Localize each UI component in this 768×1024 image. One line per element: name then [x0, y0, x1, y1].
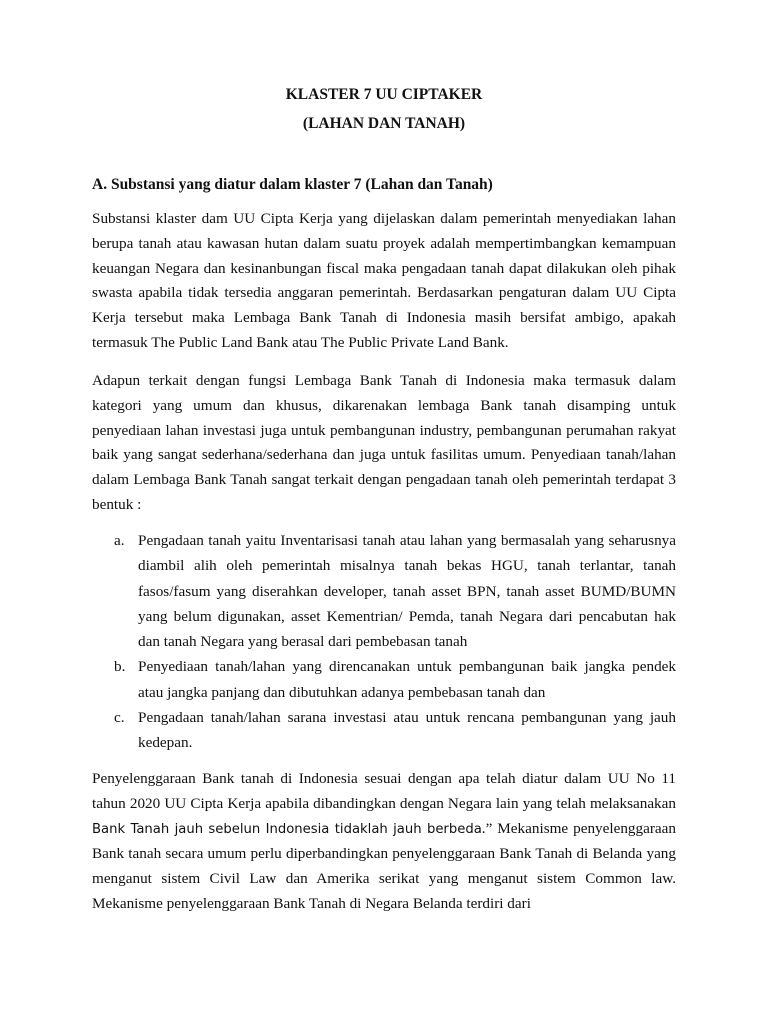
list	[92, 528, 676, 756]
list-item-text: Pengadaan tanah yaitu Inventarisasi tanah atau lahan yang bermasalah yang seharusnya diambil alih oleh pemerintah misalnya tanah bekas HGU, tanah terlantar, tanah fasos/fasum yang diserahkan developer, tanah asset BPN, tanah asset BUMD/BUMN yang belum digunakan, asset Kementrian/ Pemda, tanah Negara dari pencabutan hak dan tanah Negara yang berasal dari pembebasan tanah	[138, 532, 676, 651]
paragraph-3-quote: Bank Tanah jauh sebelun Indonesia tidaklah jauh berbeda	[92, 821, 482, 837]
document-title: KLASTER 7 UU CIPTAKER	[285, 86, 483, 103]
paragraph-3-text-a: Penyelenggaraan Bank tanah di Indonesia sesuai dengan apa telah diatur dalam UU No 11 tahun 2020 UU Cipta Kerja apabila dibandingkan dengan Negara lain yang telah melaksanakan	[92, 770, 676, 812]
list-item	[92, 654, 676, 705]
list-item-text: Penyediaan tanah/lahan yang direncanakan untuk pembangunan baik jangka pendek atau jangka panjang dan dibutuhkan adanya pembebasan tanah dan	[138, 658, 676, 701]
list-item	[92, 528, 676, 654]
section-heading: A. Substansi yang diatur dalam klaster 7 (Lahan dan Tanah)	[92, 176, 493, 193]
document-subtitle: (LAHAN DAN TANAH)	[302, 115, 466, 132]
list-item	[92, 705, 676, 756]
list-item-text: Pengadaan tanah/lahan sarana investasi atau untuk rencana pembangunan yang jauh kedepan.	[138, 709, 676, 752]
paragraph-1: Substansi klaster dam UU Cipta Kerja yang dijelaskan dalam pemerintah menyediakan lahan berupa tanah atau kawasan hutan dalam suatu proyek adalah mempertimbangkan kemampuan keuangan Negara dan kesinanbungan fiscal maka pengadaan tanah dapat dilakukan oleh pihak swasta apabila tidak tersedia anggaran pemerintah. Berdasarkan pengaturan dalam UU Cipta Kerja tersebut maka Lembaga Bank Tanah di Indonesia masih bersifat ambigo, apakah termasuk The Public Land Bank atau The Public Private Land Bank.	[92, 210, 676, 351]
list-marker: a.	[114, 532, 125, 549]
paragraph-3-text-b: .” Mekanisme penyelenggaraan Bank tanah secara umum perlu diperbandingkan penyelenggaraan Bank Tanah di Belanda yang menganut sistem Civil Law dan Amerika serikat yang menganut sistem Common law. Mekanisme penyelenggaraan Bank Tanah di Negara Belanda terdiri dari	[92, 819, 676, 912]
paragraph-3	[92, 767, 676, 917]
list-marker: b.	[114, 658, 126, 676]
list-marker: c.	[114, 709, 125, 727]
paragraph-2: Adapun terkait dengan fungsi Lembaga Bank Tanah di Indonesia maka termasuk dalam kategori yang umum dan khusus, dikarenakan lembaga Bank tanah disamping untuk penyediaan lahan investasi juga untuk pembangunan industry, pembangunan perumahan rakyat baik yang sangat sederhana/sederhana dan juga untuk fasilitas umum. Penyediaan tanah/lahan dalam Lembaga Bank Tanah sangat terkait dengan pengadaan tanah oleh pemerintah terdapat 3 bentuk :	[92, 372, 676, 513]
